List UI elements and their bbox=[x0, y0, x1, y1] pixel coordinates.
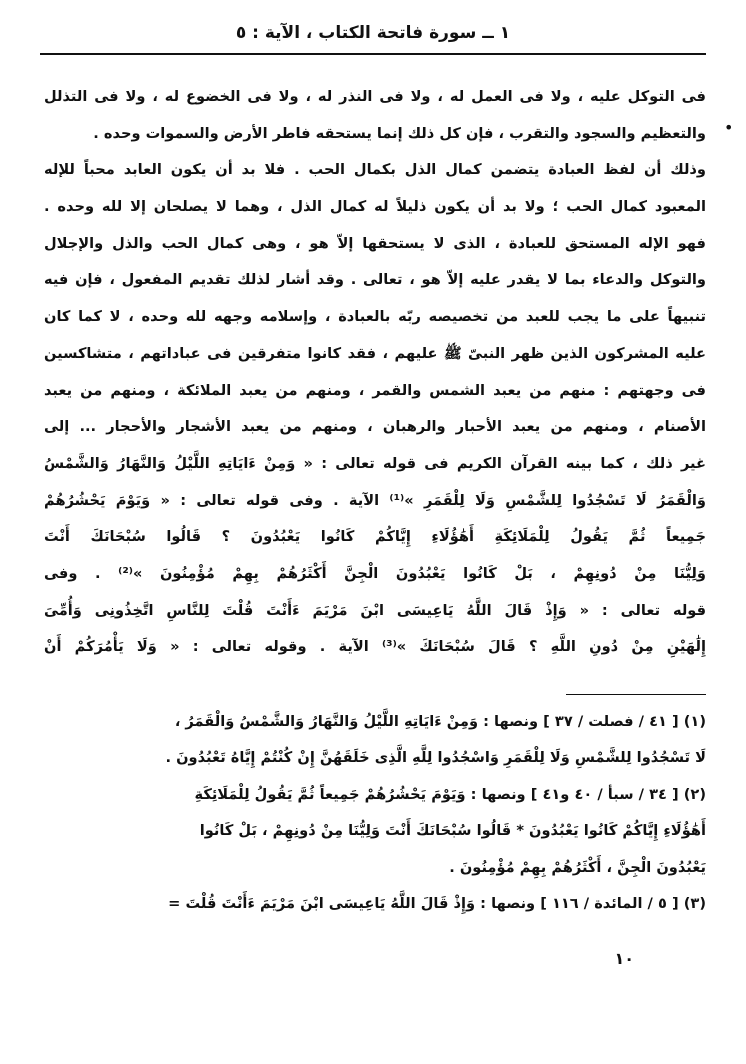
footnote-line: (٣) [ ٥ / المائدة / ١١٦ ] ونصها : وَإِذْ قَالَ اللَّهُ يَاعِيسَى ابْنَ مَرْيَمَ ءَأَنْتَ قُلْتَ = bbox=[168, 894, 706, 912]
body-line: المعبود كمال الحب ؛ ولا بد أن يكون ذليلاً له كمال الذل ، وهما لا يصلحان إلا لله وحده . bbox=[44, 198, 706, 216]
body-line: إِلَٰهَيْنِ مِنْ دُونِ اللَّهِ ؟ قَالَ سُبْحَانَكَ »⁽³⁾ الآية . وقوله تعالى : « وَلَا يَأْمُرَكُمْ أَنْ bbox=[44, 638, 706, 656]
body-line: والتعظيم والسجود والتقرب ، فإن كل ذلك إنما يستحقه فاطر الأرض والسموات وحده . bbox=[93, 124, 706, 142]
footnote-line: لَا تَسْجُدُوا لِلشَّمْسِ وَلَا لِلْقَمَرِ وَاسْجُدُوا لِلَّهِ الَّذِى خَلَقَهُنَّ إِنْ كُنْتُمْ إِيَّاهُ تَعْبُدُونَ . bbox=[165, 749, 706, 767]
body-line: تنبيهاً على ما يجب للعبد من تخصيصه ربّه بالعبادة ، وإسلامه وجهه لله وحده ، لا كما كان bbox=[44, 308, 706, 326]
page-number: ١٠ bbox=[614, 949, 634, 968]
body-line: وَلِيُّنَا مِنْ دُونِهِمْ ، بَلْ كَانُوا يَعْبُدُونَ الْجِنَّ أَكْثَرُهُمْ بِهِمْ مُؤْمِنُونَ »⁽²⁾ . وفى bbox=[44, 564, 706, 582]
body-line: الأصنام ، ومنهم من يعبد الأحبار والرهبان ، ومنهم من يعبد الأشجار والأحجار ... إلى bbox=[44, 418, 706, 436]
main-text bbox=[44, 79, 706, 666]
body-line: فى وجهتهم : منهم من يعبد الشمس والقمر ، ومنهم من يعبد الملائكة ، ومنهم من يعبد bbox=[44, 381, 706, 399]
footnotes bbox=[44, 704, 706, 922]
footnote-line: أَهَٰؤُلَاءِ إِيَّاكُمْ كَانُوا يَعْبُدُونَ * قَالُوا سُبْحَانَكَ أَنْتَ وَلِيُّنَا مِنْ دُونِهِمْ ، بَلْ كَانُوا bbox=[199, 822, 706, 840]
body-line: غير ذلك ، كما بينه القرآن الكريم فى قوله تعالى : « وَمِنْ ءَايَاتِهِ اللَّيْلُ وَالنَّهَارُ وَالشَّمْسُ bbox=[44, 454, 706, 472]
footnote-line: (٢) [ ٣٤ / سبأ / ٤٠ و٤١ ] ونصها : وَيَوْمَ يَحْشُرُهُمْ جَمِيعاً ثُمَّ يَقُولُ لِلْمَلَائِكَةِ bbox=[194, 785, 706, 803]
header-rule bbox=[40, 53, 706, 55]
body-line: وذلك أن لفظ العبادة يتضمن كمال الذل بكمال الحب . فلا بد أن يكون العابد محباً للإله bbox=[44, 161, 706, 179]
body-line: وَالْقَمَرُ لَا تَسْجُدُوا لِلشَّمْسِ وَلَا لِلْقَمَرِ »⁽¹⁾ الآية . وفى قوله تعالى : « وَيَوْمَ يَحْشُرُهُمْ bbox=[44, 491, 706, 509]
body-line: قوله تعالى : « وَإِذْ قَالَ اللَّهُ يَاعِيسَى ابْنَ مَرْيَمَ ءَأَنْتَ قُلْتَ لِلنَّاسِ اتَّخِذُونِى وَأُمِّىَ bbox=[44, 601, 706, 619]
body-line: جَمِيعاً ثُمَّ يَقُولُ لِلْمَلَائِكَةِ أَهَٰؤُلَاءِ إِيَّاكُمْ كَانُوا يَعْبُدُونَ ؟ قَالُوا سُبْحَانَكَ أَنْتَ bbox=[44, 528, 706, 546]
footnote-rule bbox=[566, 694, 706, 695]
body-line: فى التوكل عليه ، ولا فى العمل له ، ولا فى النذر له ، ولا فى الخضوع له ، ولا فى التذلل bbox=[44, 88, 706, 105]
body-line: عليه المشركون الذين ظهر النبىّ ﷺ عليهم ، فقد كانوا متفرقين فى عباداتهم ، متشاكسين bbox=[44, 344, 706, 362]
body-line: فهو الإله المستحق للعبادة ، الذى لا يستحقها إلاّ هو ، وهى كمال الحب والذل والإجلال bbox=[44, 234, 706, 252]
footnote-line: يَعْبُدُونَ الْجِنَّ ، أَكْثَرُهُمْ بِهِمْ مُؤْمِنُونَ . bbox=[449, 858, 706, 876]
body-line: والتوكل والدعاء بما لا يقدر عليه إلاّ هو ، تعالى . وقد أشار لذلك تقديم المفعول ، فإن فيه bbox=[44, 271, 706, 289]
footnote-line: (١) [ ٤١ / فصلت / ٣٧ ] ونصها : وَمِنْ ءَايَاتِهِ اللَّيْلُ وَالنَّهَارُ وَالشَّمْسُ وَالْقَمَرُ ، bbox=[174, 713, 706, 730]
running-header: ١ ــ سورة فاتحة الكتاب ، الآية : ٥ bbox=[235, 23, 511, 43]
margin-mark: • bbox=[724, 118, 734, 137]
